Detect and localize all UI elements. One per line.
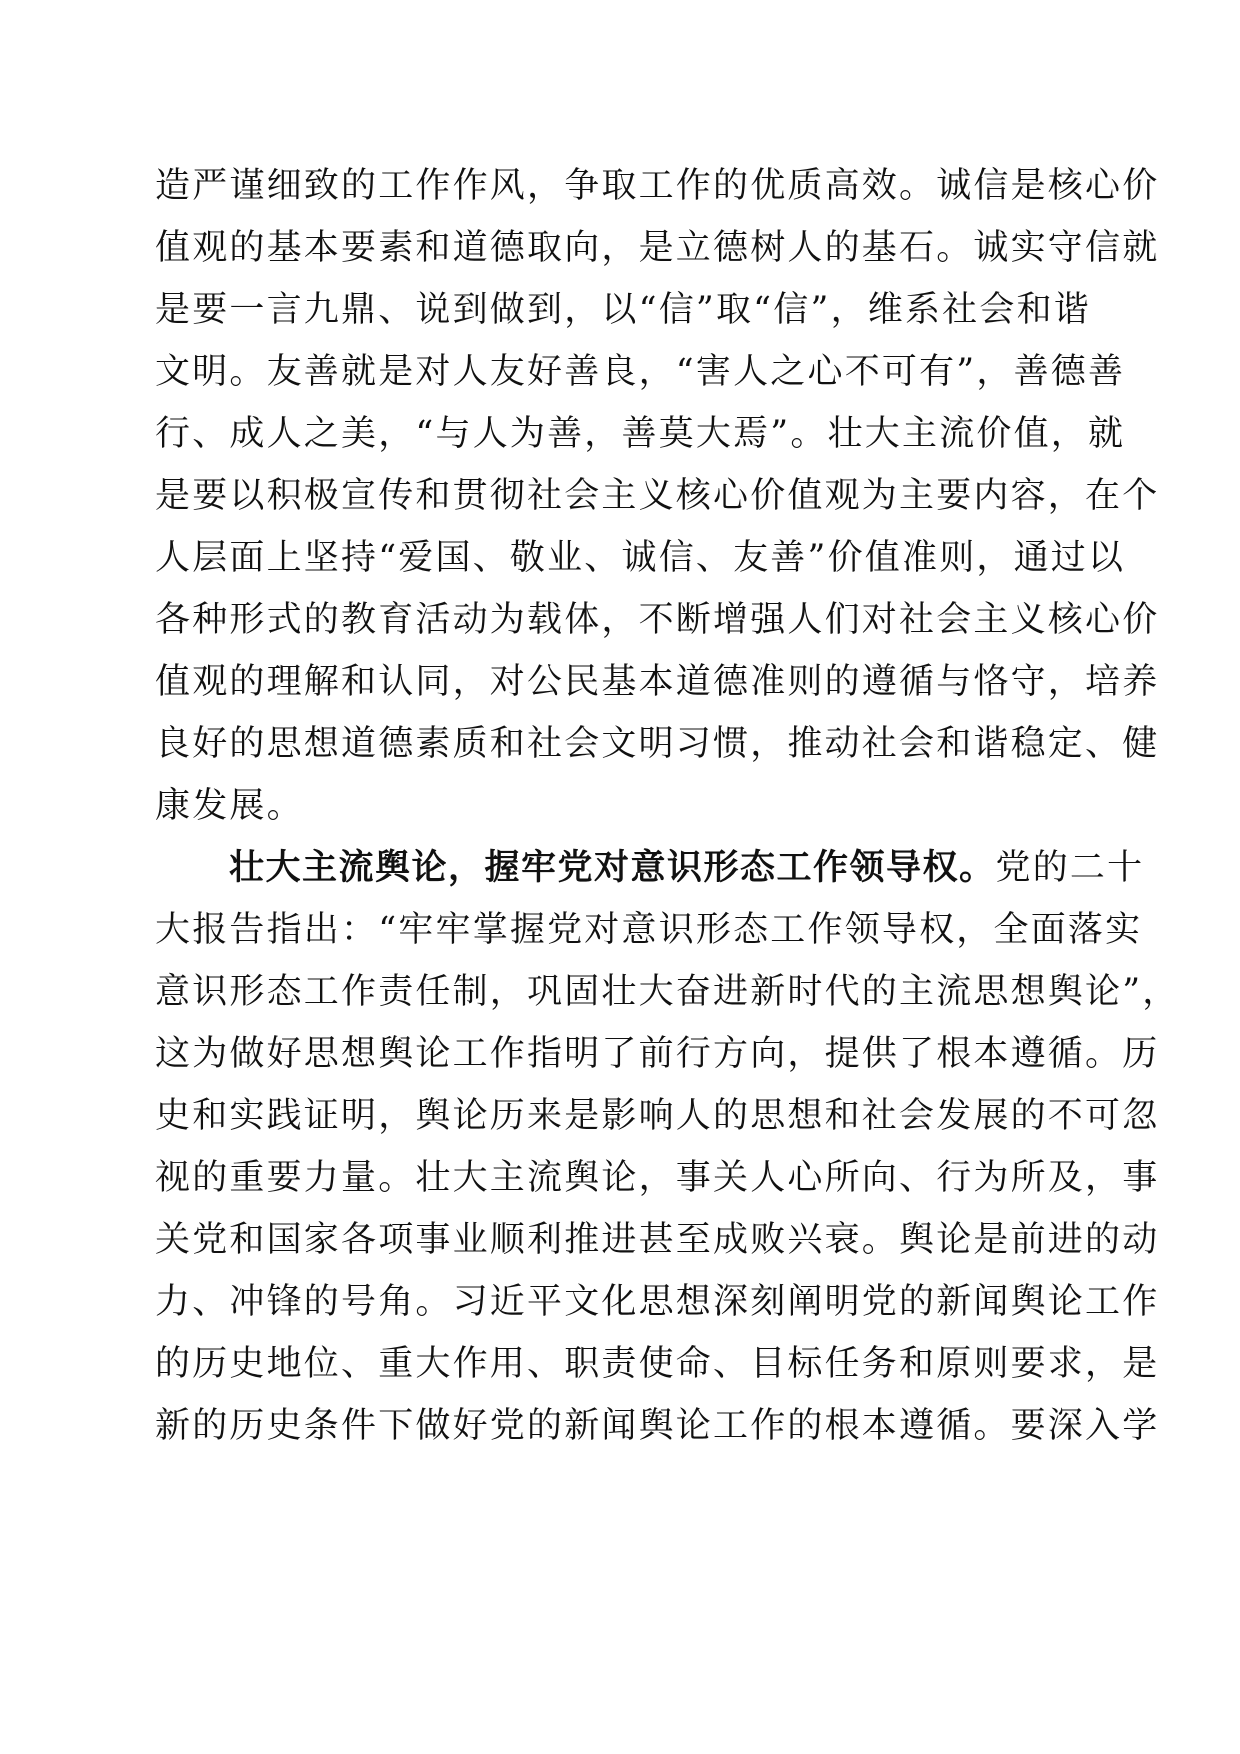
text-line: 值观的理解和认同，对公民基本道德准则的遵循与恪守，培养 [155,662,1160,702]
text-line: 的历史地位、重大作用、职责使命、目标任务和原则要求，是 [155,1344,1160,1384]
paragraph-continuation [155,155,1160,837]
text-line: 视的重要力量。壮大主流舆论，事关人心所向、行为所及，事 [155,1158,1160,1198]
text-line: 人层面上坚持“爱国、敬业、诚信、友善”价值准则，通过以 [155,538,1126,578]
paragraph-first-line-text: 党的二十 [995,848,1145,888]
text-line: 文明。友善就是对人友好善良，“害人之心不可有”，善德善 [155,352,1126,392]
text-line: 意识形态工作责任制，巩固壮大奋进新时代的主流思想舆论”， [155,972,1180,1012]
text-line: 良好的思想道德素质和社会文明习惯，推动社会和谐稳定、健 [155,724,1160,764]
text-line: 各种形式的教育活动为载体，不断增强人们对社会主义核心价 [155,600,1160,640]
text-line: 大报告指出：“牢牢掌握党对意识形态工作领导权，全面落实 [155,910,1143,950]
paragraph-first-line [155,837,1145,899]
text-line: 关党和国家各项事业顺利推进甚至成败兴衰。舆论是前进的动 [155,1220,1160,1260]
text-line: 是要以积极宣传和贯彻社会主义核心价值观为主要内容，在个 [155,476,1160,516]
text-line: 值观的基本要素和道德取向，是立德树人的基石。诚实守信就 [155,228,1160,268]
text-line: 新的历史条件下做好党的新闻舆论工作的根本遵循。要深入学 [155,1406,1160,1446]
text-line: 力、冲锋的号角。习近平文化思想深刻阐明党的新闻舆论工作 [155,1282,1160,1322]
text-line: 是要一言九鼎、说到做到，以“信”取“信”，维系社会和谐 [155,290,1091,330]
text-line: 康发展。 [155,786,304,826]
text-line: 行、成人之美，“与人为善，善莫大焉”。壮大主流价值，就 [155,414,1126,454]
paragraph-heading: 壮大主流舆论，握牢党对意识形态工作领导权。 [229,848,996,888]
paragraph-public-opinion [155,837,1180,1457]
text-line: 这为做好思想舆论工作指明了前行方向，提供了根本遵循。历 [155,1034,1160,1074]
text-line: 造严谨细致的工作作风，争取工作的优质高效。诚信是核心价 [155,166,1160,206]
text-line: 史和实践证明，舆论历来是影响人的思想和社会发展的不可忽 [155,1096,1160,1136]
